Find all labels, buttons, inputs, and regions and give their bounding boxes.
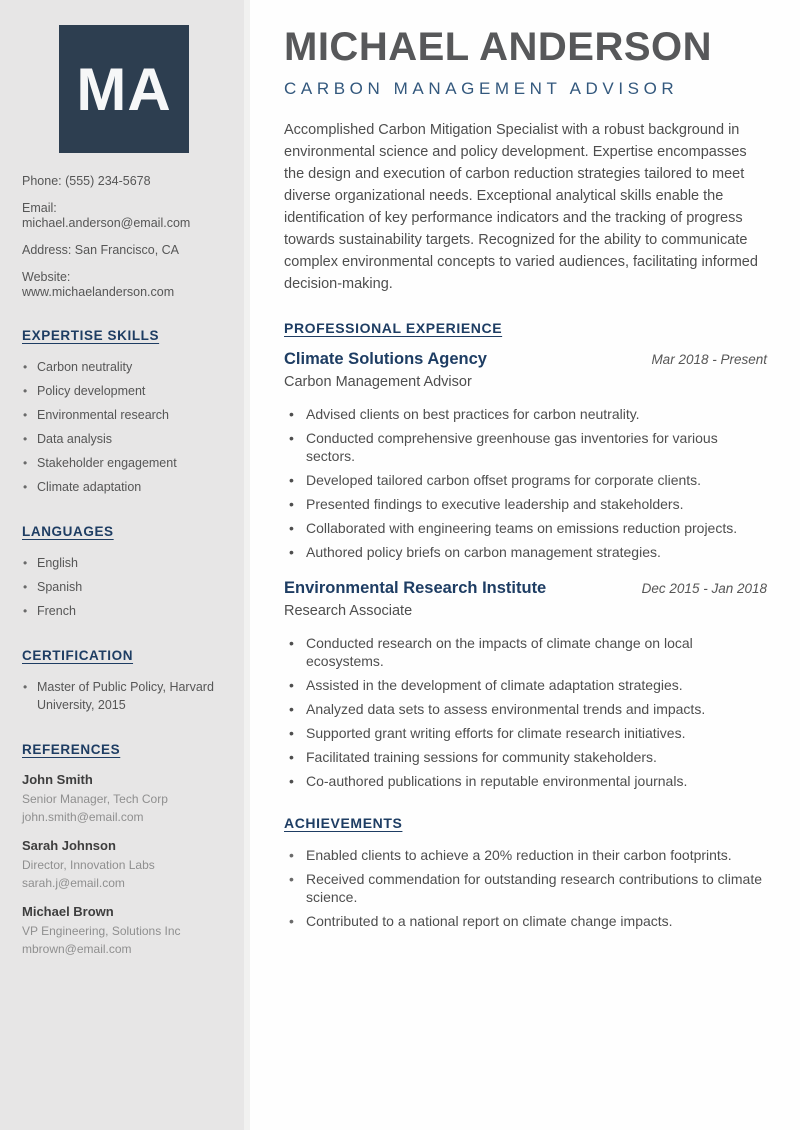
certification-list — [22, 678, 226, 714]
job-bullets — [284, 634, 767, 790]
language-item: • English — [22, 554, 226, 572]
reference-name: Sarah Johnson — [22, 838, 116, 853]
job-dates: Dec 2015 - Jan 2018 — [641, 581, 767, 596]
job-bullet: • Developed tailored carbon offset programs for corporate clients. — [289, 471, 767, 489]
candidate-name: MICHAEL ANDERSON — [284, 25, 713, 69]
achievement-bullet: • Received commendation for outstanding research contributions to climate science. — [289, 870, 767, 906]
achievements-list — [284, 846, 767, 930]
company-name: Environmental Research Institute — [284, 579, 547, 597]
contact-website: Website: www.michaelanderson.com — [22, 270, 175, 299]
job-bullet: • Authored policy briefs on carbon management strategies. — [289, 543, 767, 561]
sidebar — [0, 0, 250, 1130]
language-item: • Spanish — [22, 578, 226, 596]
skill-item: • Policy development — [22, 382, 226, 400]
job-bullet: • Co-authored publications in reputable environmental journals. — [289, 772, 767, 790]
reference-role: VP Engineering, Solutions Inc — [22, 924, 181, 938]
section-title-achievements: ACHIEVEMENTS — [284, 815, 403, 831]
job-bullet: • Collaborated with engineering teams on emissions reduction projects. — [289, 519, 767, 537]
job-role: Carbon Management Advisor — [284, 374, 472, 390]
job-bullet: • Advised clients on best practices for carbon neutrality. — [289, 405, 767, 423]
skill-item: • Climate adaptation — [22, 478, 226, 496]
job-bullet: • Conducted comprehensive greenhouse gas inventories for various sectors. — [289, 429, 767, 465]
main-content — [250, 0, 800, 1130]
contact-email: Email: michael.anderson@email.com — [22, 201, 191, 230]
job-bullet: • Analyzed data sets to assess environmental trends and impacts. — [289, 700, 767, 718]
job-bullet: • Assisted in the development of climate adaptation strategies. — [289, 676, 767, 694]
reference-role: Senior Manager, Tech Corp — [22, 792, 168, 806]
skill-item: • Carbon neutrality — [22, 358, 226, 376]
candidate-title: CARBON MANAGEMENT ADVISOR — [284, 79, 679, 98]
profile-summary: Accomplished Carbon Mitigation Specialist with a robust background in environmental science and policy development. Expertise encompasses the design and execution of carbon reduction strategies tailored to meet diverse organizational needs. Exceptional analytical skills enable the identification of key performance indicators and the tracking of progress towards sustainability targets. Recognized for the ability to communicate complex environmental concepts to varied audiences, facilitating informed decision-making. — [284, 122, 758, 292]
skill-item: • Stakeholder engagement — [22, 454, 226, 472]
section-title-expertise-skills: EXPERTISE SKILLS — [22, 328, 160, 343]
reference-name: John Smith — [22, 772, 93, 787]
company-name: Climate Solutions Agency — [284, 350, 487, 368]
job-entry — [284, 579, 767, 790]
job-bullets — [284, 405, 767, 561]
section-title-professional-experience: PROFESSIONAL EXPERIENCE — [284, 320, 503, 336]
skill-item: • Environmental research — [22, 406, 226, 424]
reference-entry — [22, 838, 226, 891]
job-header — [284, 350, 767, 369]
job-bullet: • Supported grant writing efforts for climate research initiatives. — [289, 724, 767, 742]
avatar-initials: MA — [76, 55, 172, 123]
job-bullet: • Facilitated training sessions for community stakeholders. — [289, 748, 767, 766]
reference-role: Director, Innovation Labs — [22, 858, 155, 872]
reference-name: Michael Brown — [22, 904, 114, 919]
achievement-bullet: • Contributed to a national report on climate change impacts. — [289, 912, 767, 930]
skills-list — [22, 358, 226, 496]
reference-entry — [22, 904, 226, 957]
certification-item: • Master of Public Policy, Harvard University, 2015 — [22, 678, 226, 714]
section-title-languages: LANGUAGES — [22, 524, 114, 539]
achievement-bullet: • Enabled clients to achieve a 20% reduction in their carbon footprints. — [289, 846, 767, 864]
job-entry — [284, 350, 767, 561]
section-title-certification: CERTIFICATION — [22, 648, 134, 663]
job-header — [284, 579, 767, 598]
skill-item: • Data analysis — [22, 430, 226, 448]
section-title-references: REFERENCES — [22, 742, 121, 757]
job-dates: Mar 2018 - Present — [651, 352, 767, 367]
reference-email: mbrown@email.com — [22, 942, 132, 956]
language-item: • French — [22, 602, 226, 620]
avatar — [59, 25, 189, 153]
reference-entry — [22, 772, 226, 825]
job-role: Research Associate — [284, 603, 413, 619]
reference-email: john.smith@email.com — [22, 810, 144, 824]
job-bullet: • Presented findings to executive leadership and stakeholders. — [289, 495, 767, 513]
job-bullet: • Conducted research on the impacts of climate change on local ecosystems. — [289, 634, 767, 670]
contact-phone: Phone: (555) 234-5678 — [22, 174, 151, 188]
languages-list — [22, 554, 226, 620]
reference-email: sarah.j@email.com — [22, 876, 125, 890]
contact-address: Address: San Francisco, CA — [22, 243, 180, 257]
contact-info — [22, 174, 226, 300]
